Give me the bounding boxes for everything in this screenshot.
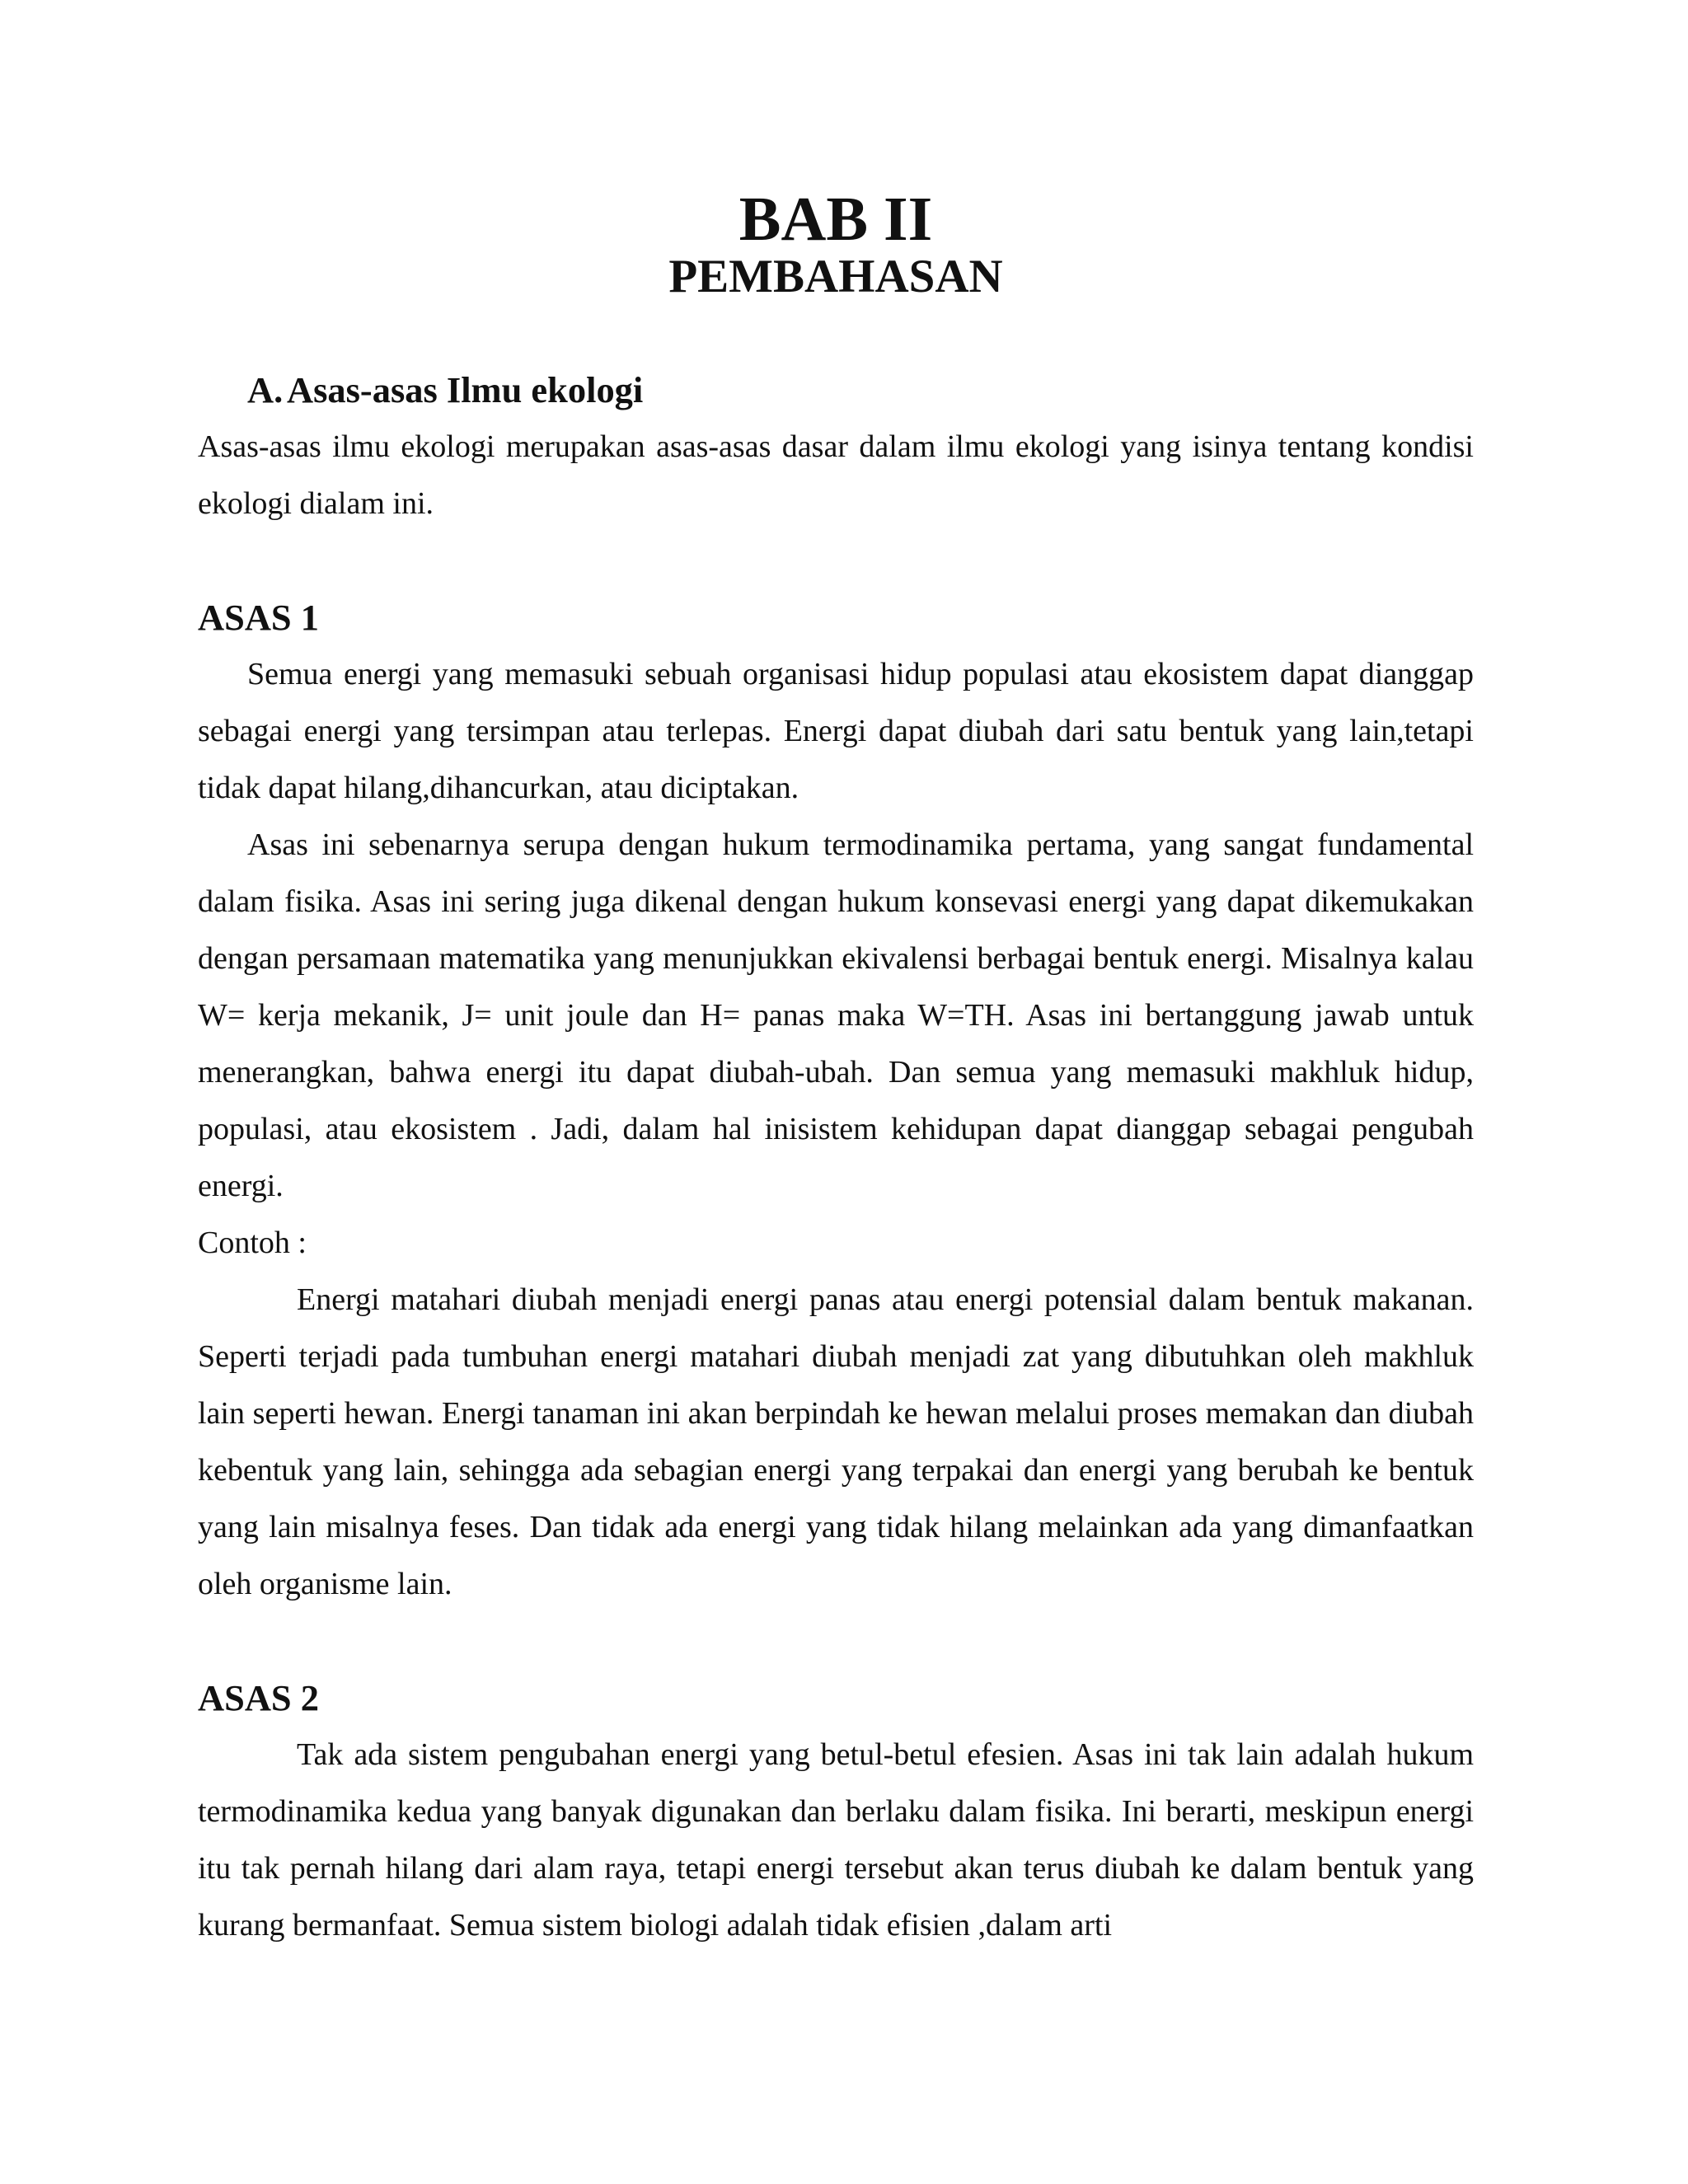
section-title: Asas-asas Ilmu ekologi <box>287 369 644 410</box>
spacer <box>198 532 1474 589</box>
asas-2-heading: ASAS 2 <box>198 1677 319 1718</box>
spacer <box>198 1613 1474 1670</box>
example-label: Contoh : <box>198 1226 307 1260</box>
asas-1-paragraph-1: Semua energi yang memasuki sebuah organisasi hidup populasi atau ekosistem dapat dianggap sebagai energi yang tersimpan atau terlepas. Energi dapat diubah dari satu bentuk yang lain,tetapi tidak dapat hilang,dihancurkan, atau diciptakan. <box>198 657 1474 805</box>
asas-2-paragraph-1: Tak ada sistem pengubahan energi yang betul-betul efesien. Asas ini tak lain adalah hukum termodinamika kedua yang banyak digunakan dan berlaku dalam fisika. Ini berarti, meskipun energi itu tak pernah hilang dari alam raya, tetapi energi tersebut akan terus diubah ke dalam bentuk yang kurang bermanfaat. Semua sistem biologi adalah tidak efisien ,dalam arti <box>198 1737 1474 1943</box>
chapter-number: BAB II <box>738 185 933 254</box>
section-marker: A. <box>247 369 284 410</box>
page-content <box>198 185 1474 1954</box>
asas-1-heading: ASAS 1 <box>198 597 319 638</box>
chapter-title: PEMBAHASAN <box>668 251 1003 302</box>
section-intro: Asas-asas ilmu ekologi merupakan asas-asas dasar dalam ilmu ekologi yang isinya tentang kondisi ekologi dialam ini. <box>198 429 1474 521</box>
asas-1-paragraph-2: Asas ini sebenarnya serupa dengan hukum termodinamika pertama, yang sangat fundamental dalam fisika. Asas ini sering juga dikenal dengan hukum konsevasi energi yang dapat dikemukakan dengan persamaan matematika yang menunjukkan ekivalensi berbagai bentuk energi. Misalnya kalau W= kerja mekanik, J= unit joule dan H= panas maka W=TH. Asas ini bertanggung jawab untuk menerangkan, bahwa energi itu dapat diubah-ubah. Dan semua yang memasuki makhluk hidup, populasi, atau ekosistem . Jadi, dalam hal inisistem kehidupan dapat dianggap sebagai pengubah energi. <box>198 827 1474 1203</box>
section-heading <box>198 362 1474 419</box>
asas-1-example: Energi matahari diubah menjadi energi panas atau energi potensial dalam bentuk makanan. Seperti terjadi pada tumbuhan energi matahari diubah menjadi zat yang dibutuhkan oleh makhluk lain seperti hewan. Energi tanaman ini akan berpindah ke hewan melalui proses memakan dan diubah kebentuk yang lain, sehingga ada sebagian energi yang terpakai dan energi yang berubah ke bentuk yang lain misalnya feses. Dan tidak ada energi yang tidak hilang melainkan ada yang dimanfaatkan oleh organisme lain. <box>198 1282 1474 1601</box>
